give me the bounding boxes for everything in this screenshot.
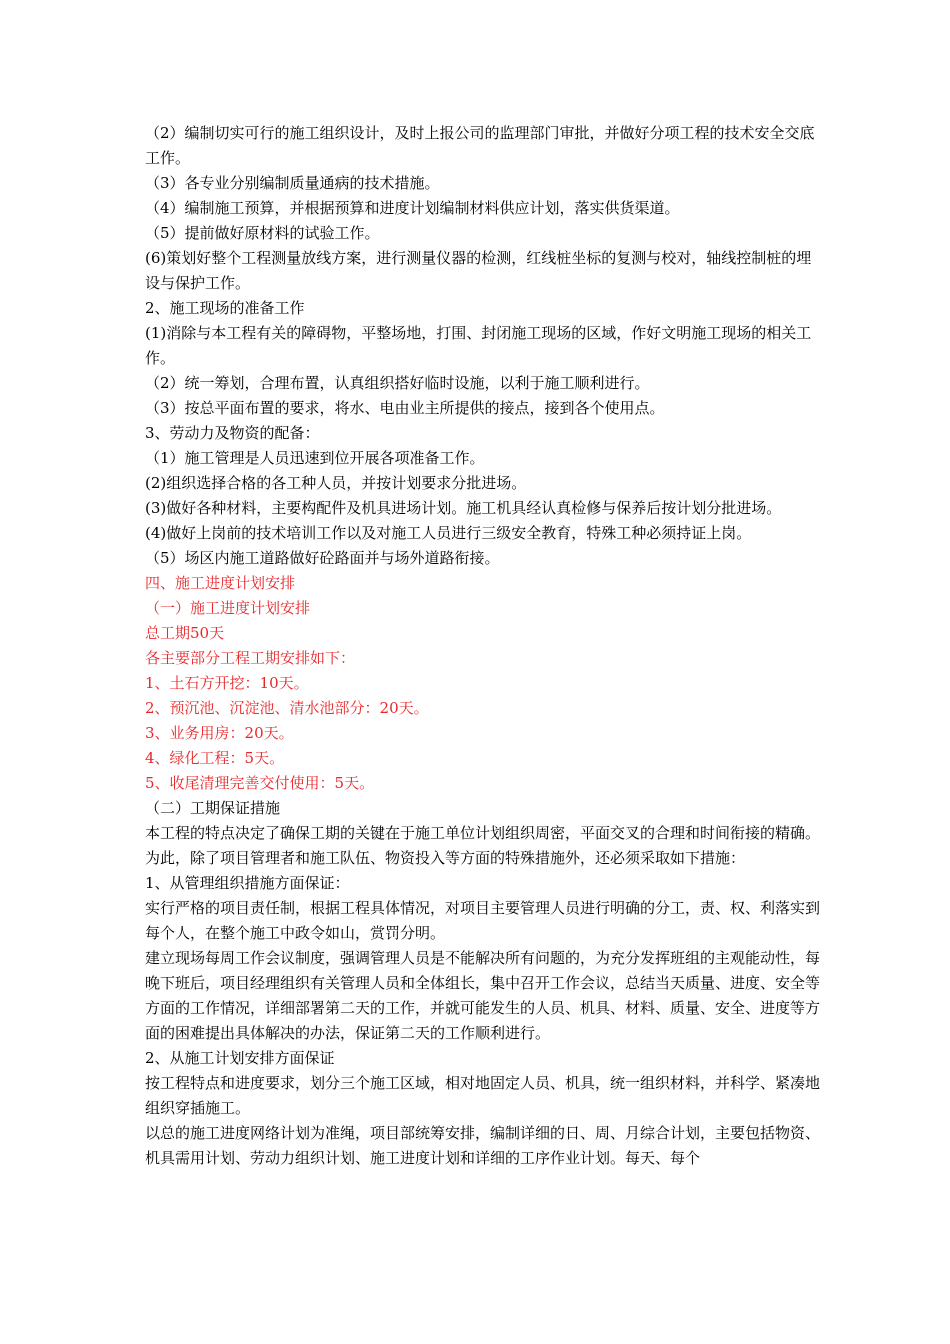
paragraph: （一）施工进度计划安排 [145, 599, 311, 617]
paragraph: 1、土石方开挖：10天。 [145, 674, 309, 692]
paragraph: （二）工期保证措施 [145, 799, 281, 817]
document-body [145, 121, 825, 1171]
paragraph: 以总的施工进度网络计划为准绳，项目部统筹安排，编制详细的日、周、月综合计划，主要包括物资、机具需用计划、劳动力组织计划、施工进度计划和详细的工序作业计划。每天、每个 [145, 1124, 821, 1167]
paragraph: （1）施工管理是人员迅速到位开展各项准备工作。 [145, 449, 485, 467]
paragraph: 建立现场每周工作会议制度，强调管理人员是不能解决所有问题的，为充分发挥班组的主观能动性，每晚下班后，项目经理组织有关管理人员和全体组长，集中召开工作会议，总结当天质量、进度、安全等方面的工作情况，详细部署第二天的工作，并就可能发生的人员、机具、材料、质量、安全、进度等方面的困难提出具体解决的办法，保证第二天的工作顺利进行。 [145, 949, 821, 1042]
paragraph: (6)策划好整个工程测量放线方案，进行测量仪器的检测，红线桩坐标的复测与校对，轴线控制桩的埋设与保护工作。 [145, 249, 812, 292]
paragraph: （5）场区内施工道路做好砼路面并与场外道路衔接。 [145, 549, 500, 567]
paragraph: (1)消除与本工程有关的障碍物，平整场地，打围、封闭施工现场的区域，作好文明施工现场的相关工作。 [145, 324, 812, 367]
paragraph: (2)组织选择合格的各工种人员，并按计划要求分批进场。 [145, 474, 527, 492]
paragraph: （4）编制施工预算，并根据预算和进度计划编制材料供应计划，落实供货渠道。 [145, 199, 680, 217]
paragraph: (3)做好各种材料，主要构配件及机具进场计划。施工机具经认真检修与保养后按计划分批进场。 [145, 499, 782, 517]
paragraph: 2、预沉池、沉淀池、清水池部分：20天。 [145, 699, 429, 717]
paragraph: （3）按总平面布置的要求，将水、电由业主所提供的接点，接到各个使用点。 [145, 399, 665, 417]
paragraph: 1、从管理组织措施方面保证： [145, 874, 350, 892]
paragraph: （3）各专业分别编制质量通病的技术措施。 [145, 174, 440, 192]
paragraph: 本工程的特点决定了确保工期的关键在于施工单位计划组织周密，平面交叉的合理和时间衔接的精确。为此，除了项目管理者和施工队伍、物资投入等方面的特殊措施外，还必须采取如下措施： [145, 824, 821, 867]
paragraph: (4)做好上岗前的技术培训工作以及对施工人员进行三级安全教育，特殊工种必须持证上岗。 [145, 524, 752, 542]
paragraph: 5、收尾清理完善交付使用：5天。 [145, 774, 375, 792]
paragraph: 总工期50天 [145, 624, 225, 642]
paragraph: 按工程特点和进度要求，划分三个施工区域，相对地固定人员、机具，统一组织材料，并科学、紧凑地组织穿插施工。 [145, 1074, 821, 1117]
paragraph: 3、业务用房：20天。 [145, 724, 294, 742]
paragraph: （5）提前做好原材料的试验工作。 [145, 224, 380, 242]
paragraph: （2）统一筹划，合理布置，认真组织搭好临时设施，以利于施工顺利进行。 [145, 374, 650, 392]
paragraph: 四、施工进度计划安排 [145, 574, 296, 592]
paragraph: （2）编制切实可行的施工组织设计，及时上报公司的监理部门审批，并做好分项工程的技术安全交底工作。 [145, 124, 815, 167]
paragraph: 各主要部分工程工期安排如下： [145, 649, 356, 667]
paragraph: 3、劳动力及物资的配备： [145, 424, 320, 442]
paragraph: 2、从施工计划安排方面保证 [145, 1049, 335, 1067]
paragraph: 4、绿化工程：5天。 [145, 749, 285, 767]
paragraph: 实行严格的项目责任制，根据工程具体情况，对项目主要管理人员进行明确的分工，责、权、利落实到每个人，在整个施工中政令如山，赏罚分明。 [145, 899, 821, 942]
paragraph: 2、施工现场的准备工作 [145, 299, 305, 317]
